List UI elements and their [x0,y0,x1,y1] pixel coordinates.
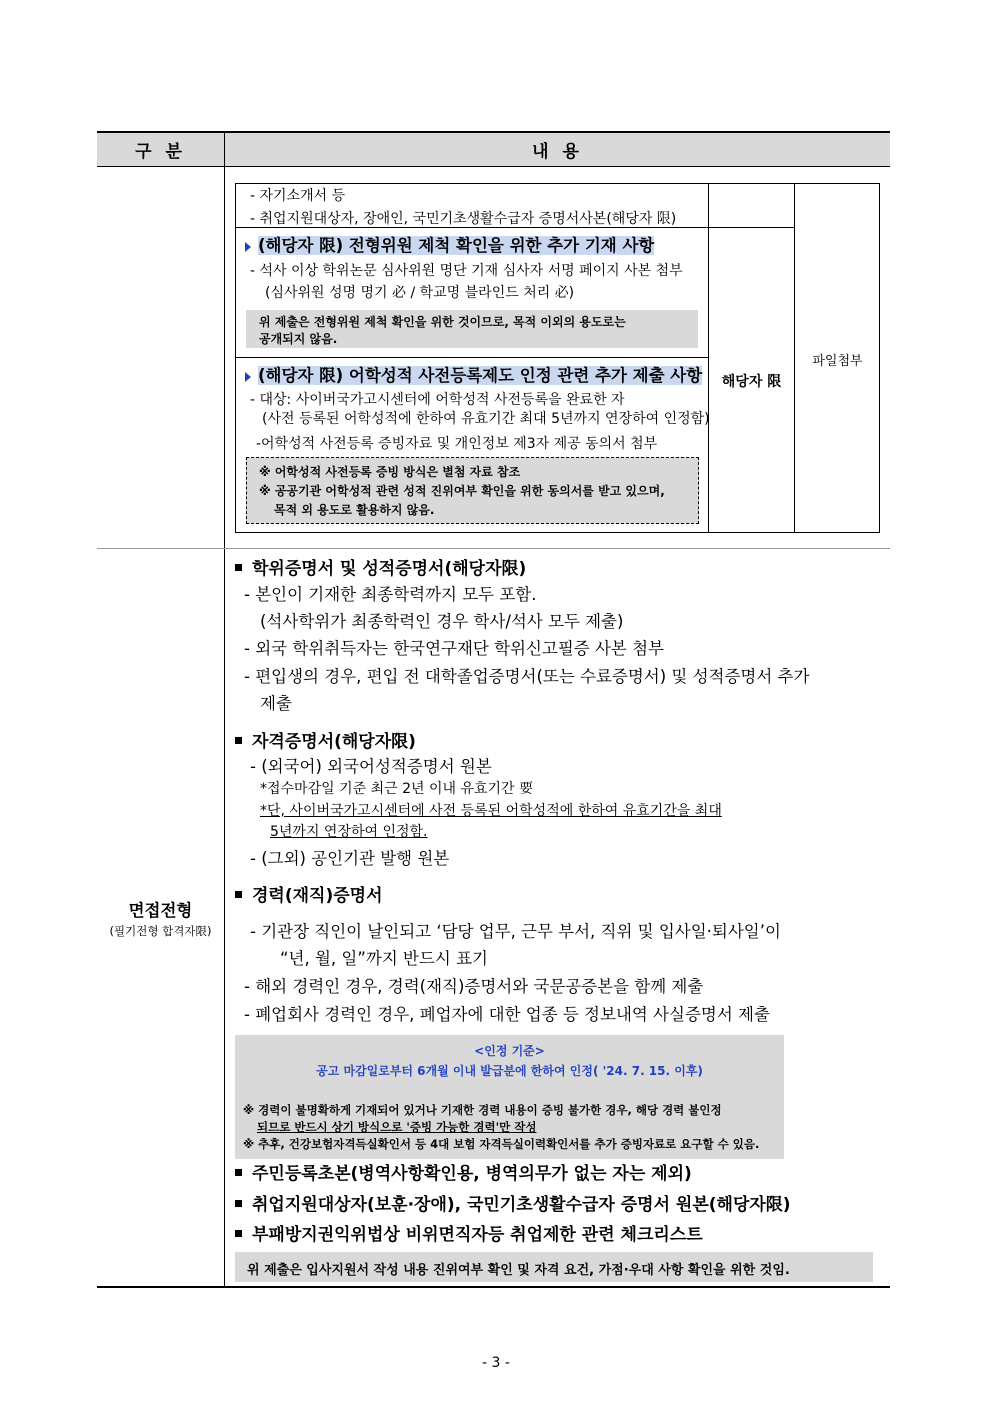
square-bullet-icon [235,1230,242,1237]
other-item-1 [235,1159,692,1184]
block-a-note-box [246,310,698,348]
other-item-3 [235,1220,703,1245]
column-divider [224,167,225,1287]
criteria-note-2: 되므로 반드시 상기 방식으로 '증빙 가능한 경력'만 작성 [257,1120,537,1134]
criteria-body: 공고 마감일로부터 6개월 이내 발급분에 한하여 인정( '24. 7. 15. 이후) [316,1064,703,1078]
degree-line-4: - 편입생의 경우, 편입 전 대학졸업증명서(또는 수료증명서) 및 성적증명서 추가 [244,667,810,686]
section-label: 면접전형 [128,901,193,920]
block-b-note-1: ※ 어학성적 사전등록 증빙 방식은 별첨 자료 참조 [259,465,521,479]
block-b-note-3: 목적 외 용도로 활용하지 않음. [274,503,435,517]
block-a-title [245,232,654,256]
criteria-note-3: ※ 추후, 건강보험자격득실확인서 등 4대 보험 자격득실이력확인서를 추가 증빙자료로 요구할 수 있음. [243,1137,760,1151]
degree-title-text: 학위증명서 및 성적증명서(해당자限) [252,559,527,579]
block-b-line-3: -어학성적 사전등록 증빙자료 및 개인정보 제3자 제공 동의서 첨부 [256,436,658,452]
degree-title [235,554,526,579]
header-col-category: 구 분 [97,131,224,167]
other-item-2-text: 취업지원대상자(보훈·장애), 국민기초생활수급자 증명서 원본(해당자限) [252,1195,791,1215]
block-a-note-1: 위 제출은 전형위원 제척 확인을 위한 것이므로, 목적 이외의 용도로는 [259,315,626,329]
criteria-box [235,1035,784,1159]
cert-line-5: - (그외) 공인기관 발행 원본 [250,849,450,868]
criteria-title: <인정 기준> [474,1044,545,1058]
block-a-note-2: 공개되지 않음. [259,332,338,346]
career-line-1: - 기관장 직인이 날인되고 ‘담당 업무, 근무 부서, 직위 및 입사일·퇴사일’이 [250,922,781,941]
block-a-line-1: - 석사 이상 학위논문 심사위원 명단 기재 심사자 서명 페이지 사본 첨부 [250,263,683,279]
square-bullet-icon [235,1169,242,1176]
method-label: 파일첨부 [812,354,863,369]
square-bullet-icon [235,564,242,571]
top-item-1: - 자기소개서 등 [250,188,346,204]
degree-line-2: (석사학위가 최종학력인 경우 학사/석사 모두 제출) [260,612,624,631]
triangle-bullet-icon [245,242,251,252]
table-bottom-border [97,1286,890,1288]
section-sublabel: (필기전형 합격자限) [109,924,212,938]
cert-line-2: *접수마감일 기준 최근 2년 이내 유효기간 要 [260,781,533,797]
block-a-title-text: (해당자 限) 전형위원 제척 확인을 위한 추가 기재 사항 [258,236,655,255]
other-item-1-text: 주민등록초본(병역사항확인용, 병역의무가 없는 자는 제외) [252,1164,692,1184]
triangle-bullet-icon [245,372,251,382]
block-a-line-2: (심사위원 성명 명기 必 / 학교명 블라인드 처리 必) [265,285,575,301]
top-item-2: - 취업지원대상자, 장애인, 국민기초생활수급자 증명서사본(해당자 限) [250,211,677,227]
footer-note: 위 제출은 입사지원서 작성 내용 진위여부 확인 및 자격 요건, 가점·우대 사항 확인을 위한 것임. [247,1263,790,1278]
square-bullet-icon [235,891,242,898]
degree-line-5: 제출 [260,694,292,713]
career-title [235,881,383,906]
page-number: - 3 - [482,1355,510,1371]
cert-line-1: - (외국어) 외국어성적증명서 원본 [250,757,492,776]
career-line-3: - 해외 경력인 경우, 경력(재직)증명서와 국문공증본을 함께 제출 [244,977,704,996]
cert-title-text: 자격증명서(해당자限) [252,732,416,752]
block-b-line-1: - 대상: 사이버국가고시센터에 어학성적 사전등록을 완료한 자 [250,392,625,408]
cert-line-4: 5년까지 연장하여 인정함. [270,824,428,840]
career-title-text: 경력(재직)증명서 [252,886,383,906]
block-b-title [245,362,702,386]
cert-line-3: *단, 사이버국가고시센터에 사전 등록된 어학성적에 한하여 유효기간을 최대 [260,803,722,819]
block-b-note-box [246,457,699,524]
degree-line-3: - 외국 학위취득자는 한국연구재단 학위신고필증 사본 첨부 [244,639,664,658]
footer-note-box [235,1252,873,1282]
other-item-3-text: 부패방지권익위법상 비위면직자등 취업제한 관련 체크리스트 [252,1225,703,1245]
career-line-2: “년, 월, 일”까지 반드시 표기 [280,949,488,968]
criteria-note-1: ※ 경력이 불명확하게 기재되어 있거나 기재한 경력 내용이 증빙 불가한 경우, 해당 경력 불인정 [243,1103,722,1117]
inner-divider-1 [708,183,709,533]
square-bullet-icon [235,737,242,744]
inner-hline-2 [235,357,708,358]
block-b-note-2: ※ 공공기관 어학성적 관련 성적 진위여부 확인을 위한 동의서를 받고 있으며, [259,484,665,498]
target-label: 해당자 限 [721,374,782,390]
block-b-title-text: (해당자 限) 어학성적 사전등록제도 인정 관련 추가 제출 사항 [258,366,703,385]
degree-line-1: - 본인이 기재한 최종학력까지 모두 포함. [244,585,537,604]
square-bullet-icon [235,1200,242,1207]
row-divider [97,548,890,549]
cert-title [235,727,416,752]
career-line-4: - 폐업회사 경력인 경우, 폐업자에 대한 업종 등 정보내역 사실증명서 제출 [244,1005,770,1024]
other-item-2 [235,1190,791,1215]
block-b-line-2: (사전 등록된 어학성적에 한하여 유효기간 최대 5년까지 연장하여 인정함) [262,411,710,427]
header-col-content: 내 용 [225,131,890,167]
header-divider [224,131,225,167]
